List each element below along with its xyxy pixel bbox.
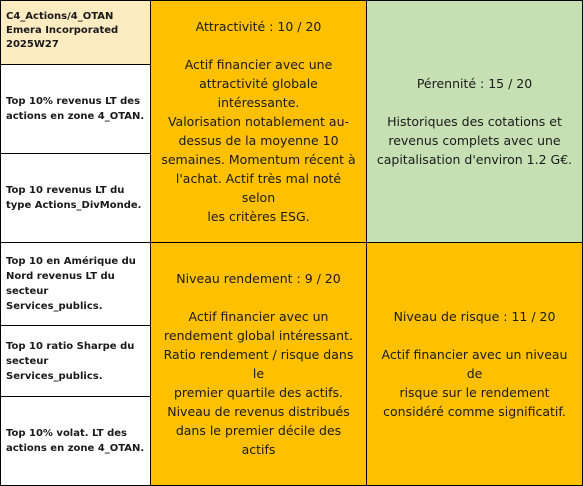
criteria-text: Top 10% volat. LT des actions en zone 4_OTAN. xyxy=(6,428,145,454)
criteria-cell xyxy=(0,153,151,243)
criteria-text: Top 10 ratio Sharpe du secteur Services_publics. xyxy=(6,340,135,382)
criteria-cell xyxy=(0,242,151,326)
header-week: 2025W27 xyxy=(6,39,59,50)
criteria-text: Top 10 revenus LT du type Actions_DivMonde. xyxy=(6,185,142,211)
criteria-cell xyxy=(0,325,151,397)
perennite-cell xyxy=(366,0,583,243)
rendement-title: Niveau rendement : 9 / 20 xyxy=(176,271,341,286)
attractivite-title: Attractivité : 10 / 20 xyxy=(195,19,322,34)
rendement-description: Actif financier avec un rendement global intéressant. Ratio rendement / risque dans le premier quartile des actifs. Niveau de revenus distribués dans le premier décile des actifs xyxy=(163,309,354,457)
criteria-text: Top 10% revenus LT des actions en zone 4_OTAN. xyxy=(6,96,145,122)
risque-title: Niveau de risque : 11 / 20 xyxy=(393,309,556,324)
header-category: C4_Actions/4_OTAN xyxy=(6,11,114,22)
criteria-text: Top 10 en Amérique du Nord revenus LT du secteur Services_publics. xyxy=(6,256,136,312)
rendement-cell xyxy=(150,242,367,486)
criteria-cell xyxy=(0,396,151,486)
asset-header xyxy=(0,0,151,65)
attractivite-description: Actif financier avec une attractivité globale intéressante. Valorisation notablement au- dessus de la moyenne 10 semaines. Momentum récent à l'achat. Actif très mal noté selon les critères ESG. xyxy=(161,57,356,224)
criteria-cell xyxy=(0,64,151,154)
attractivite-cell xyxy=(150,0,367,243)
risque-description: Actif financier avec un niveau de risque sur le rendement considéré comme significatif. xyxy=(381,347,568,419)
perennite-description: Historiques des cotations et revenus complets avec une capitalisation d'environ 1.2 G€. xyxy=(376,114,573,167)
header-asset-name: Emera Incorporated xyxy=(6,25,119,36)
perennite-title: Pérennité : 15 / 20 xyxy=(416,76,533,91)
risque-cell xyxy=(366,242,583,486)
